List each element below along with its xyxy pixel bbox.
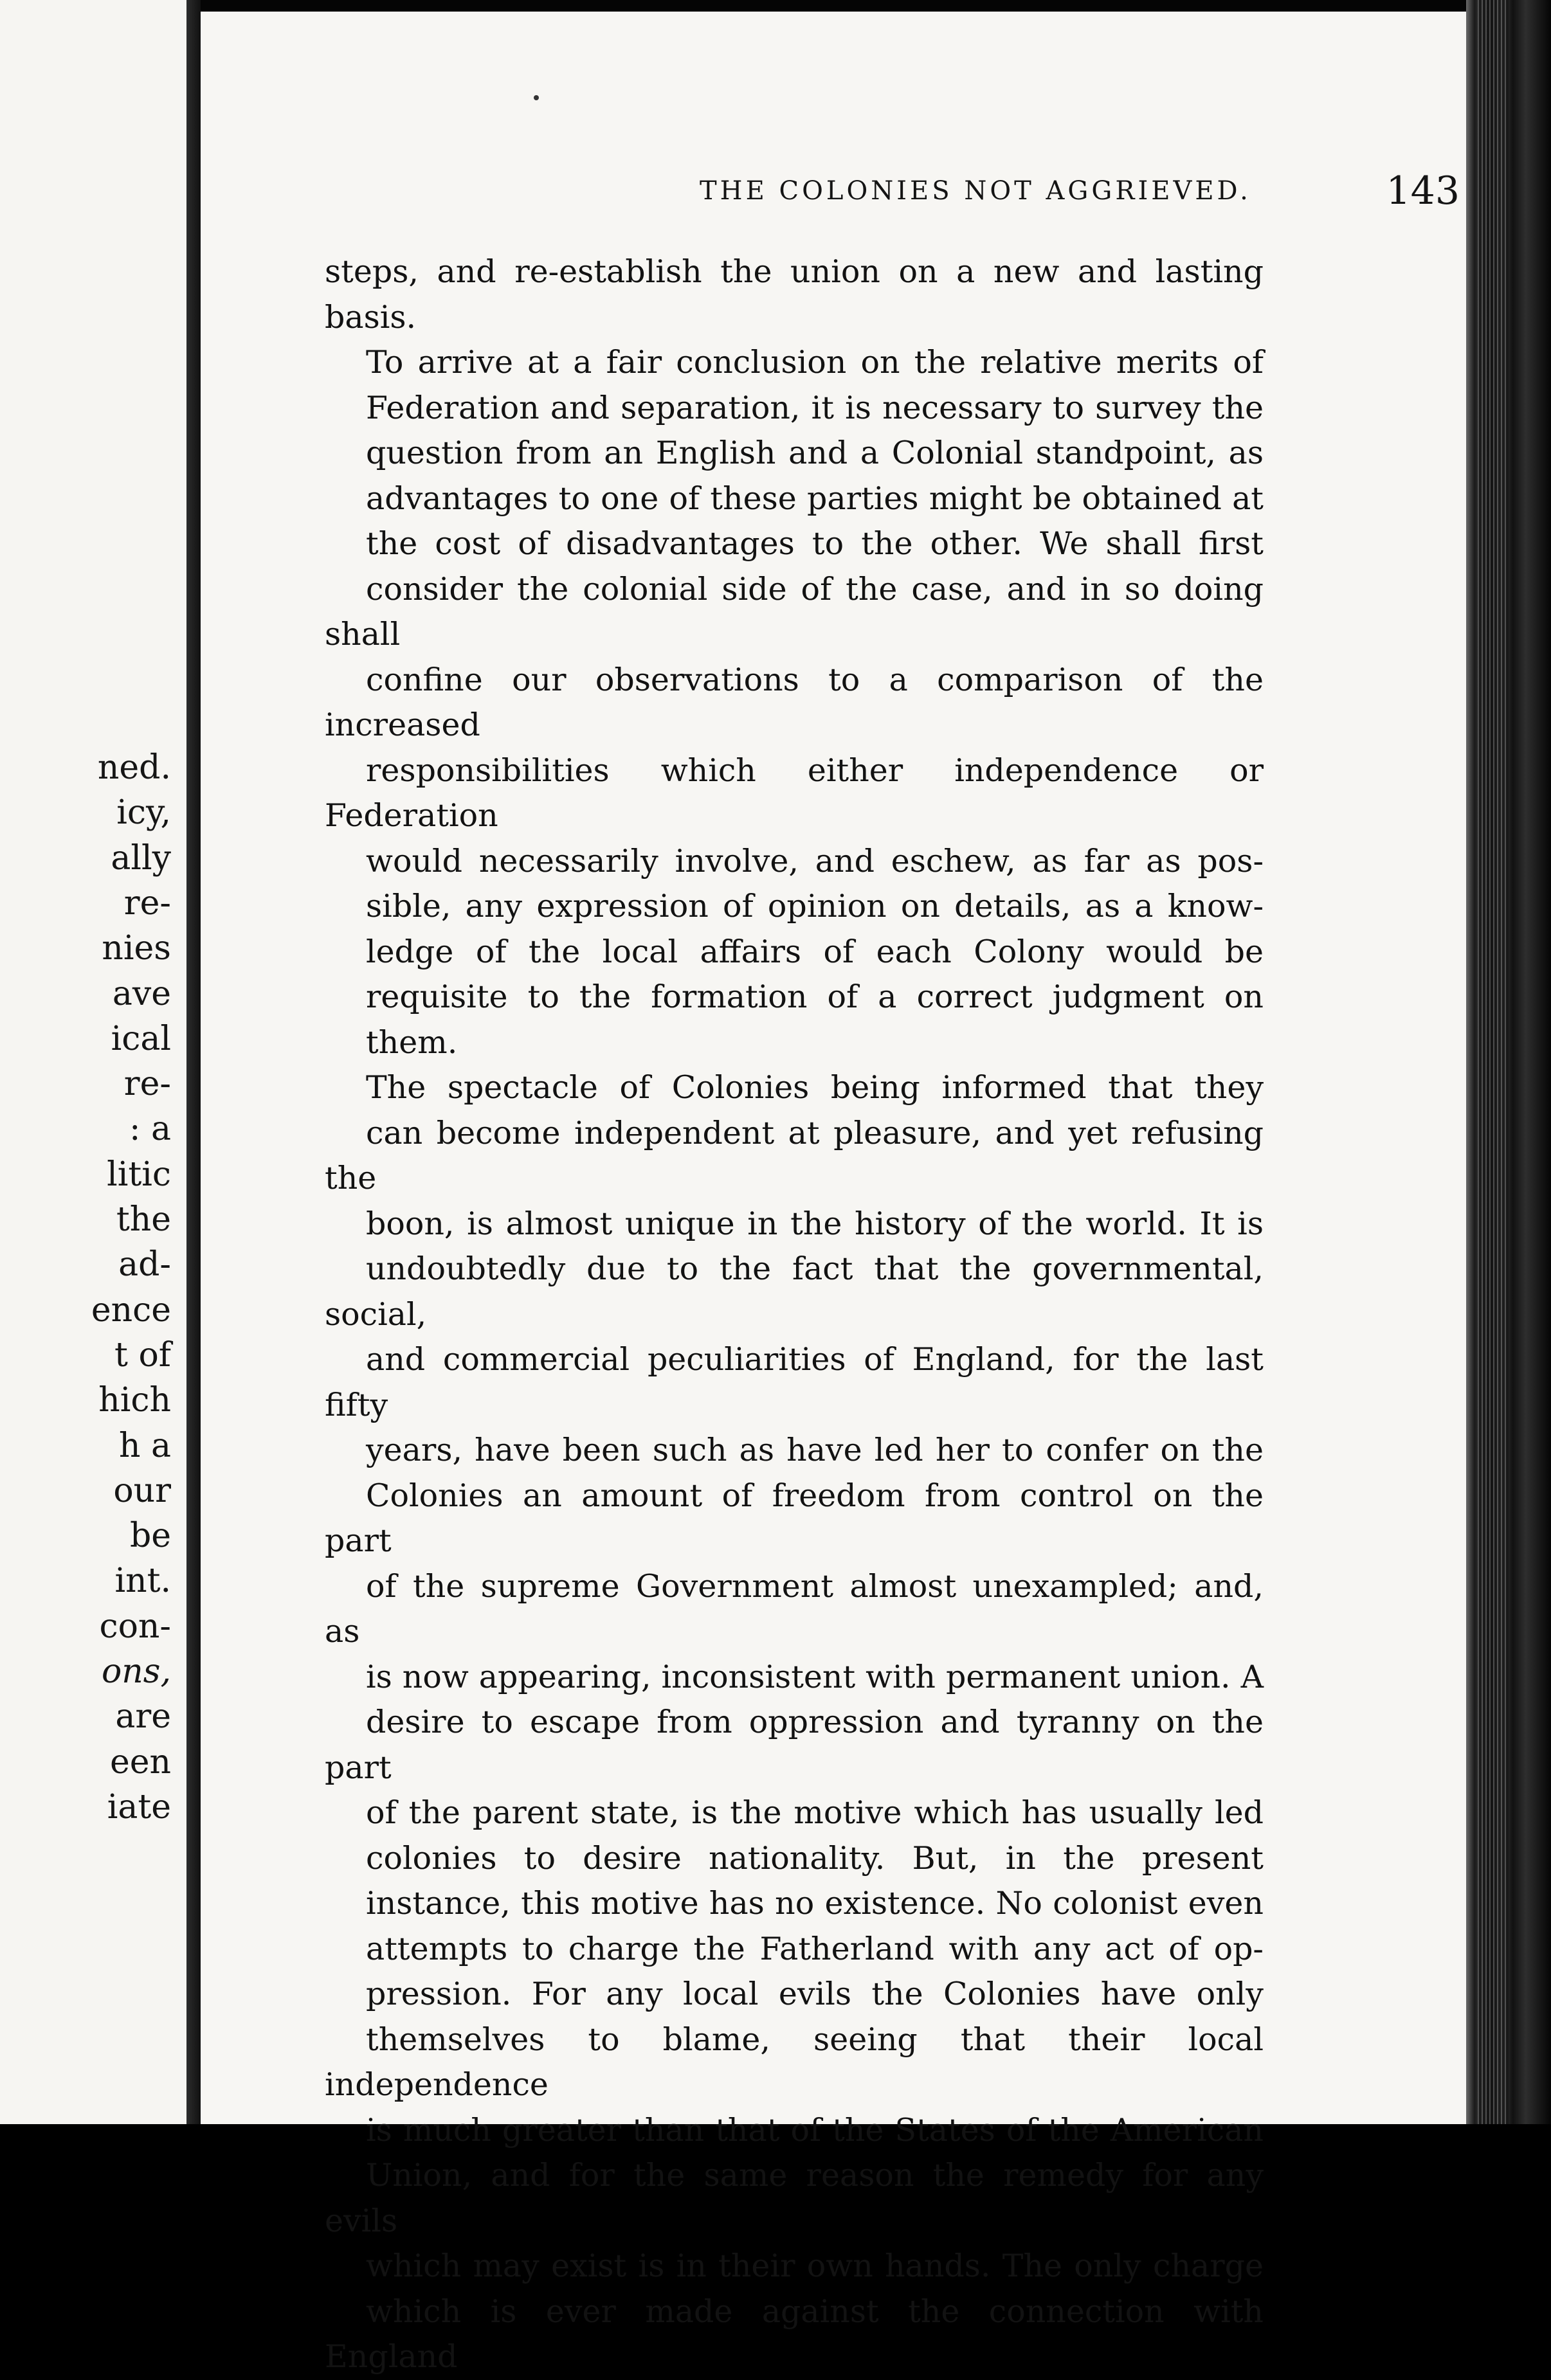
text-line: the cost of disadvantages to the other. We shall first	[366, 525, 1264, 562]
text-line: advantages to one of these parties might be obtained at	[366, 480, 1264, 517]
previous-page-line: ons,	[101, 1652, 171, 1691]
previous-page-line: icy,	[116, 793, 171, 833]
text-line: desire to escape from oppression and tyranny on the part	[325, 1704, 1264, 1786]
text-line: themselves to blame, seeing that their local independence	[325, 2021, 1264, 2103]
text-line: is now appearing, inconsistent with permanent union. A	[366, 1658, 1264, 1695]
previous-page-line: t of	[114, 1335, 171, 1375]
page-stack-edge	[1478, 0, 1509, 2124]
text-line: basis.	[325, 298, 417, 336]
text-line: can become independent at pleasure, and yet refusing the	[325, 1114, 1264, 1196]
previous-page-line: re-	[123, 1065, 171, 1104]
previous-page-line: ad-	[118, 1245, 171, 1285]
previous-page-line: re-	[123, 883, 171, 923]
previous-page-line: iate	[107, 1787, 171, 1826]
text-line: and commercial peculiarities of England, for the last fifty	[325, 1341, 1264, 1423]
text-line: requisite to the formation of a correct judgment on	[366, 978, 1264, 1015]
text-line: them.	[366, 1023, 458, 1061]
previous-page-line: h a	[118, 1426, 171, 1465]
text-line: of the supreme Government almost unexampled; and, as	[325, 1567, 1264, 1650]
text-line: attempts to charge the Fatherland with any act of op-	[366, 1930, 1264, 1967]
previous-page-line: litic	[107, 1155, 171, 1194]
text-line: Union, and for the same reason the remedy for any evils	[325, 2157, 1264, 2239]
paragraph	[325, 249, 1264, 340]
text-line: instance, this motive has no existence. No colonist even	[366, 1885, 1264, 1922]
text-line: confine our observations to a comparison of the increased	[325, 661, 1264, 743]
page-number: 143	[1386, 168, 1460, 213]
text-line: Federation and separation, it is necessary to survey the	[366, 389, 1264, 426]
text-line: boon, is almost unique in the history of the world. It is	[366, 1205, 1264, 1242]
previous-page-line: are	[115, 1697, 171, 1736]
text-line: is much greater than that of the States of the American	[366, 2111, 1264, 2149]
text-line: colonies to desire nationality. But, in the present	[366, 1839, 1264, 1877]
previous-page	[0, 0, 186, 2124]
paragraph	[325, 1065, 1264, 2380]
text-line: which may exist is in their own hands. The only charge	[366, 2248, 1264, 2284]
body-text	[325, 249, 1264, 2380]
previous-page-line: int.	[114, 1562, 171, 1601]
running-head	[505, 168, 1460, 220]
text-line: steps, and re-establish the union on a new and lasting	[325, 253, 1264, 290]
text-line: consider the colonial side of the case, and in so doing shall	[325, 570, 1264, 653]
previous-page-line: our	[113, 1471, 171, 1510]
text-line: years, have been such as have led her to confer on the	[366, 1432, 1264, 1468]
running-title: THE COLONIES NOT AGGRIEVED.	[700, 176, 1251, 206]
previous-page-line: : a	[129, 1110, 171, 1149]
text-line: undoubtedly due to the fact that the governmental, social,	[325, 1250, 1264, 1333]
previous-page-line: ence	[91, 1290, 171, 1330]
text-line: sible, any expression of opinion on details, as a know-	[366, 888, 1264, 924]
text-line: responsibilities which either independence or Federation	[325, 752, 1264, 834]
previous-page-line: een	[109, 1742, 171, 1781]
text-line: pression. For any local evils the Colonies have only	[366, 1976, 1264, 2012]
text-line: The spectacle of Colonies being informed that they	[366, 1069, 1264, 1106]
text-line: question from an English and a Colonial standpoint, as	[366, 435, 1264, 471]
previous-page-line: con-	[99, 1607, 171, 1646]
text-line: of the parent state, is the motive which has usually led	[366, 1794, 1264, 1831]
text-line: Colonies an amount of freedom from control on the part	[325, 1477, 1264, 1559]
text-line: would necessarily involve, and eschew, as far as pos-	[366, 842, 1264, 879]
previous-page-line: ical	[111, 1019, 171, 1058]
previous-page-line: ned.	[97, 748, 171, 787]
paragraph	[325, 340, 1264, 1065]
previous-page-line: nies	[102, 929, 171, 968]
previous-page-line: ally	[111, 838, 171, 878]
previous-page-line: hich	[98, 1381, 171, 1420]
text-line: ledge of the local affairs of each Colony would be	[366, 933, 1264, 970]
previous-page-line: the	[116, 1200, 171, 1239]
previous-page-line: be	[129, 1517, 171, 1556]
book-gutter	[186, 0, 201, 2124]
text-line: which is ever made against the connection with England	[325, 2293, 1264, 2375]
current-page	[201, 12, 1478, 2375]
ink-speck	[534, 95, 539, 100]
text-line: To arrive at a fair conclusion on the relative merits of	[366, 344, 1264, 381]
previous-page-line: ave	[112, 974, 171, 1013]
